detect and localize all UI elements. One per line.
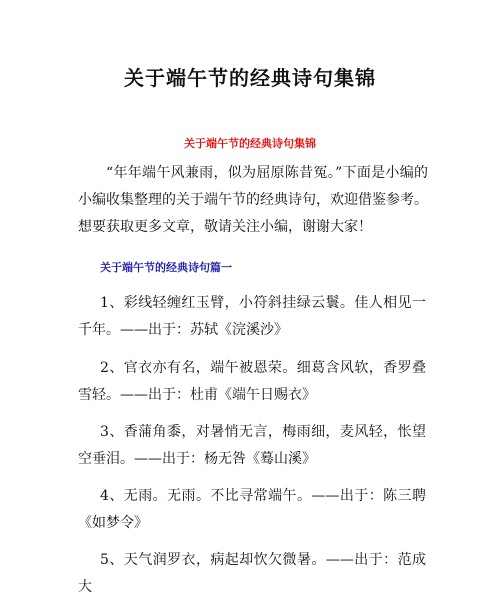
poem-item-5: 5、天气润罗衣，病起却忺欠微暑。——出于：范成大	[78, 552, 426, 595]
document-title: 关于端午节的经典诗句集锦	[124, 66, 376, 90]
intro-paragraph: “年年端午风兼雨，似为屈原陈昔冤。”下面是小编的小编收集整理的关于端午节的经典诗句，欢迎借鉴参考。想要获取更多文章，敬请关注小编，谢谢大家！	[78, 165, 428, 235]
section-heading: 关于端午节的经典诗句篇一	[100, 261, 232, 274]
document-subtitle: 关于端午节的经典诗句集锦	[184, 137, 316, 150]
poem-item-1: 1、彩线轻缠红玉臂，小符斜挂绿云鬟。佳人相见一千年。——出于：苏轼《浣溪沙》	[78, 295, 426, 338]
poem-item-4: 4、无雨。无雨。不比寻常端午。——出于：陈三聘《如梦令》	[78, 488, 426, 531]
poem-item-2: 2、官衣亦有名，端午被恩荣。细葛含风软，香罗叠雪轻。——出于：杜甫《端午日赐衣》	[78, 360, 426, 403]
poem-item-3: 3、香蒲角黍，对暑悄无言，梅雨细，麦风轻，怅望空垂泪。——出于：杨无咎《蓦山溪》	[78, 424, 426, 467]
